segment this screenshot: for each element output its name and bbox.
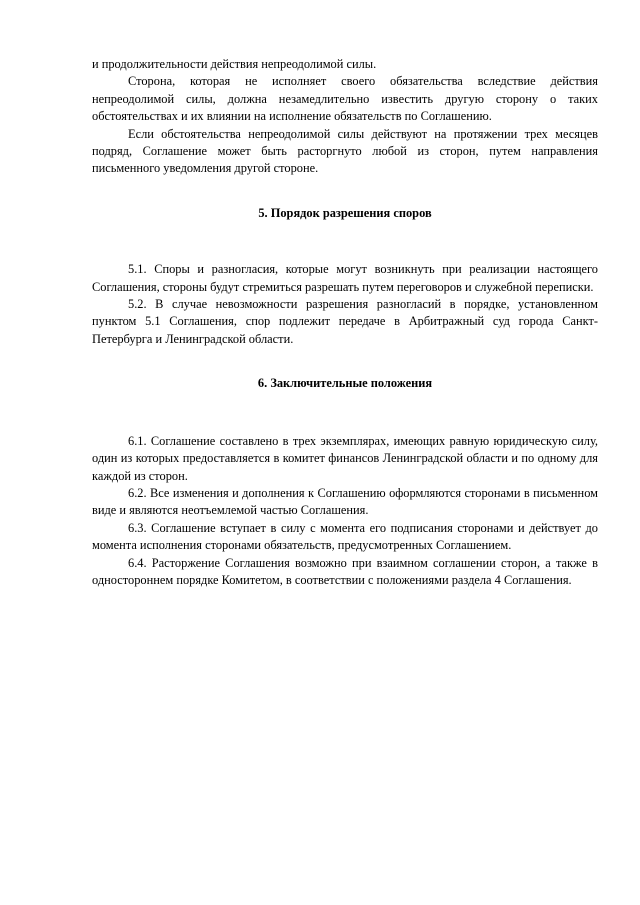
clause-6-4: 6.4. Расторжение Соглашения возможно при взаимном соглашении сторон, а также в одностороннем порядке Комитетом, в соответствии с положениями раздела 4 Соглашения. (92, 555, 598, 587)
clause-6-1: 6.1. Соглашение составлено в трех экземплярах, имеющих равную юридическую силу, один из которых предоставляется в комитет финансов Ленинградской области и по одному для каждой из сторон. (92, 433, 598, 483)
paragraph-force-majeure-duration: и продолжительности действия непреодолимой силы. (92, 57, 377, 71)
paragraph-force-majeure-notice: Сторона, которая не исполняет своего обязательства вследствие действия непреодолимой силы, должна незамедлительно известить другую сторону о таких обстоятельствах и их влиянии на исполнение обязательств по Соглашению. (92, 74, 598, 124)
clause-5-2: 5.2. В случае невозможности разрешения разногласий в порядке, установленном пунктом 5.1 Соглашения, спор подлежит передаче в Арбитражный суд города Санкт-Петербурга и Ленинградской области. (92, 297, 598, 346)
paragraph-force-majeure-termination: Если обстоятельства непреодолимой силы действуют на протяжении трех месяцев подряд, Соглашение может быть расторгнуто любой из сторон, путем направления письменного уведомления другой стороне. (92, 126, 598, 176)
document-page (92, 56, 598, 589)
clause-6-2: 6.2. Все изменения и дополнения к Соглашению оформляются сторонами в письменном виде и являются неотъемлемой частью Соглашения. (92, 485, 598, 518)
section-6-heading: 6. Заключительные положения (257, 376, 433, 391)
clause-6-3: 6.3. Соглашение вступает в силу с момента его подписания сторонами и действует до момента исполнения сторонами обязательств, предусмотренных Соглашением. (92, 520, 598, 553)
clause-5-1: 5.1. Споры и разногласия, которые могут возникнуть при реализации настоящего Соглашения, стороны будут стремиться разрешать путем переговоров и служебной переписки. (92, 262, 598, 294)
section-5-heading: 5. Порядок разрешения споров (258, 205, 432, 220)
